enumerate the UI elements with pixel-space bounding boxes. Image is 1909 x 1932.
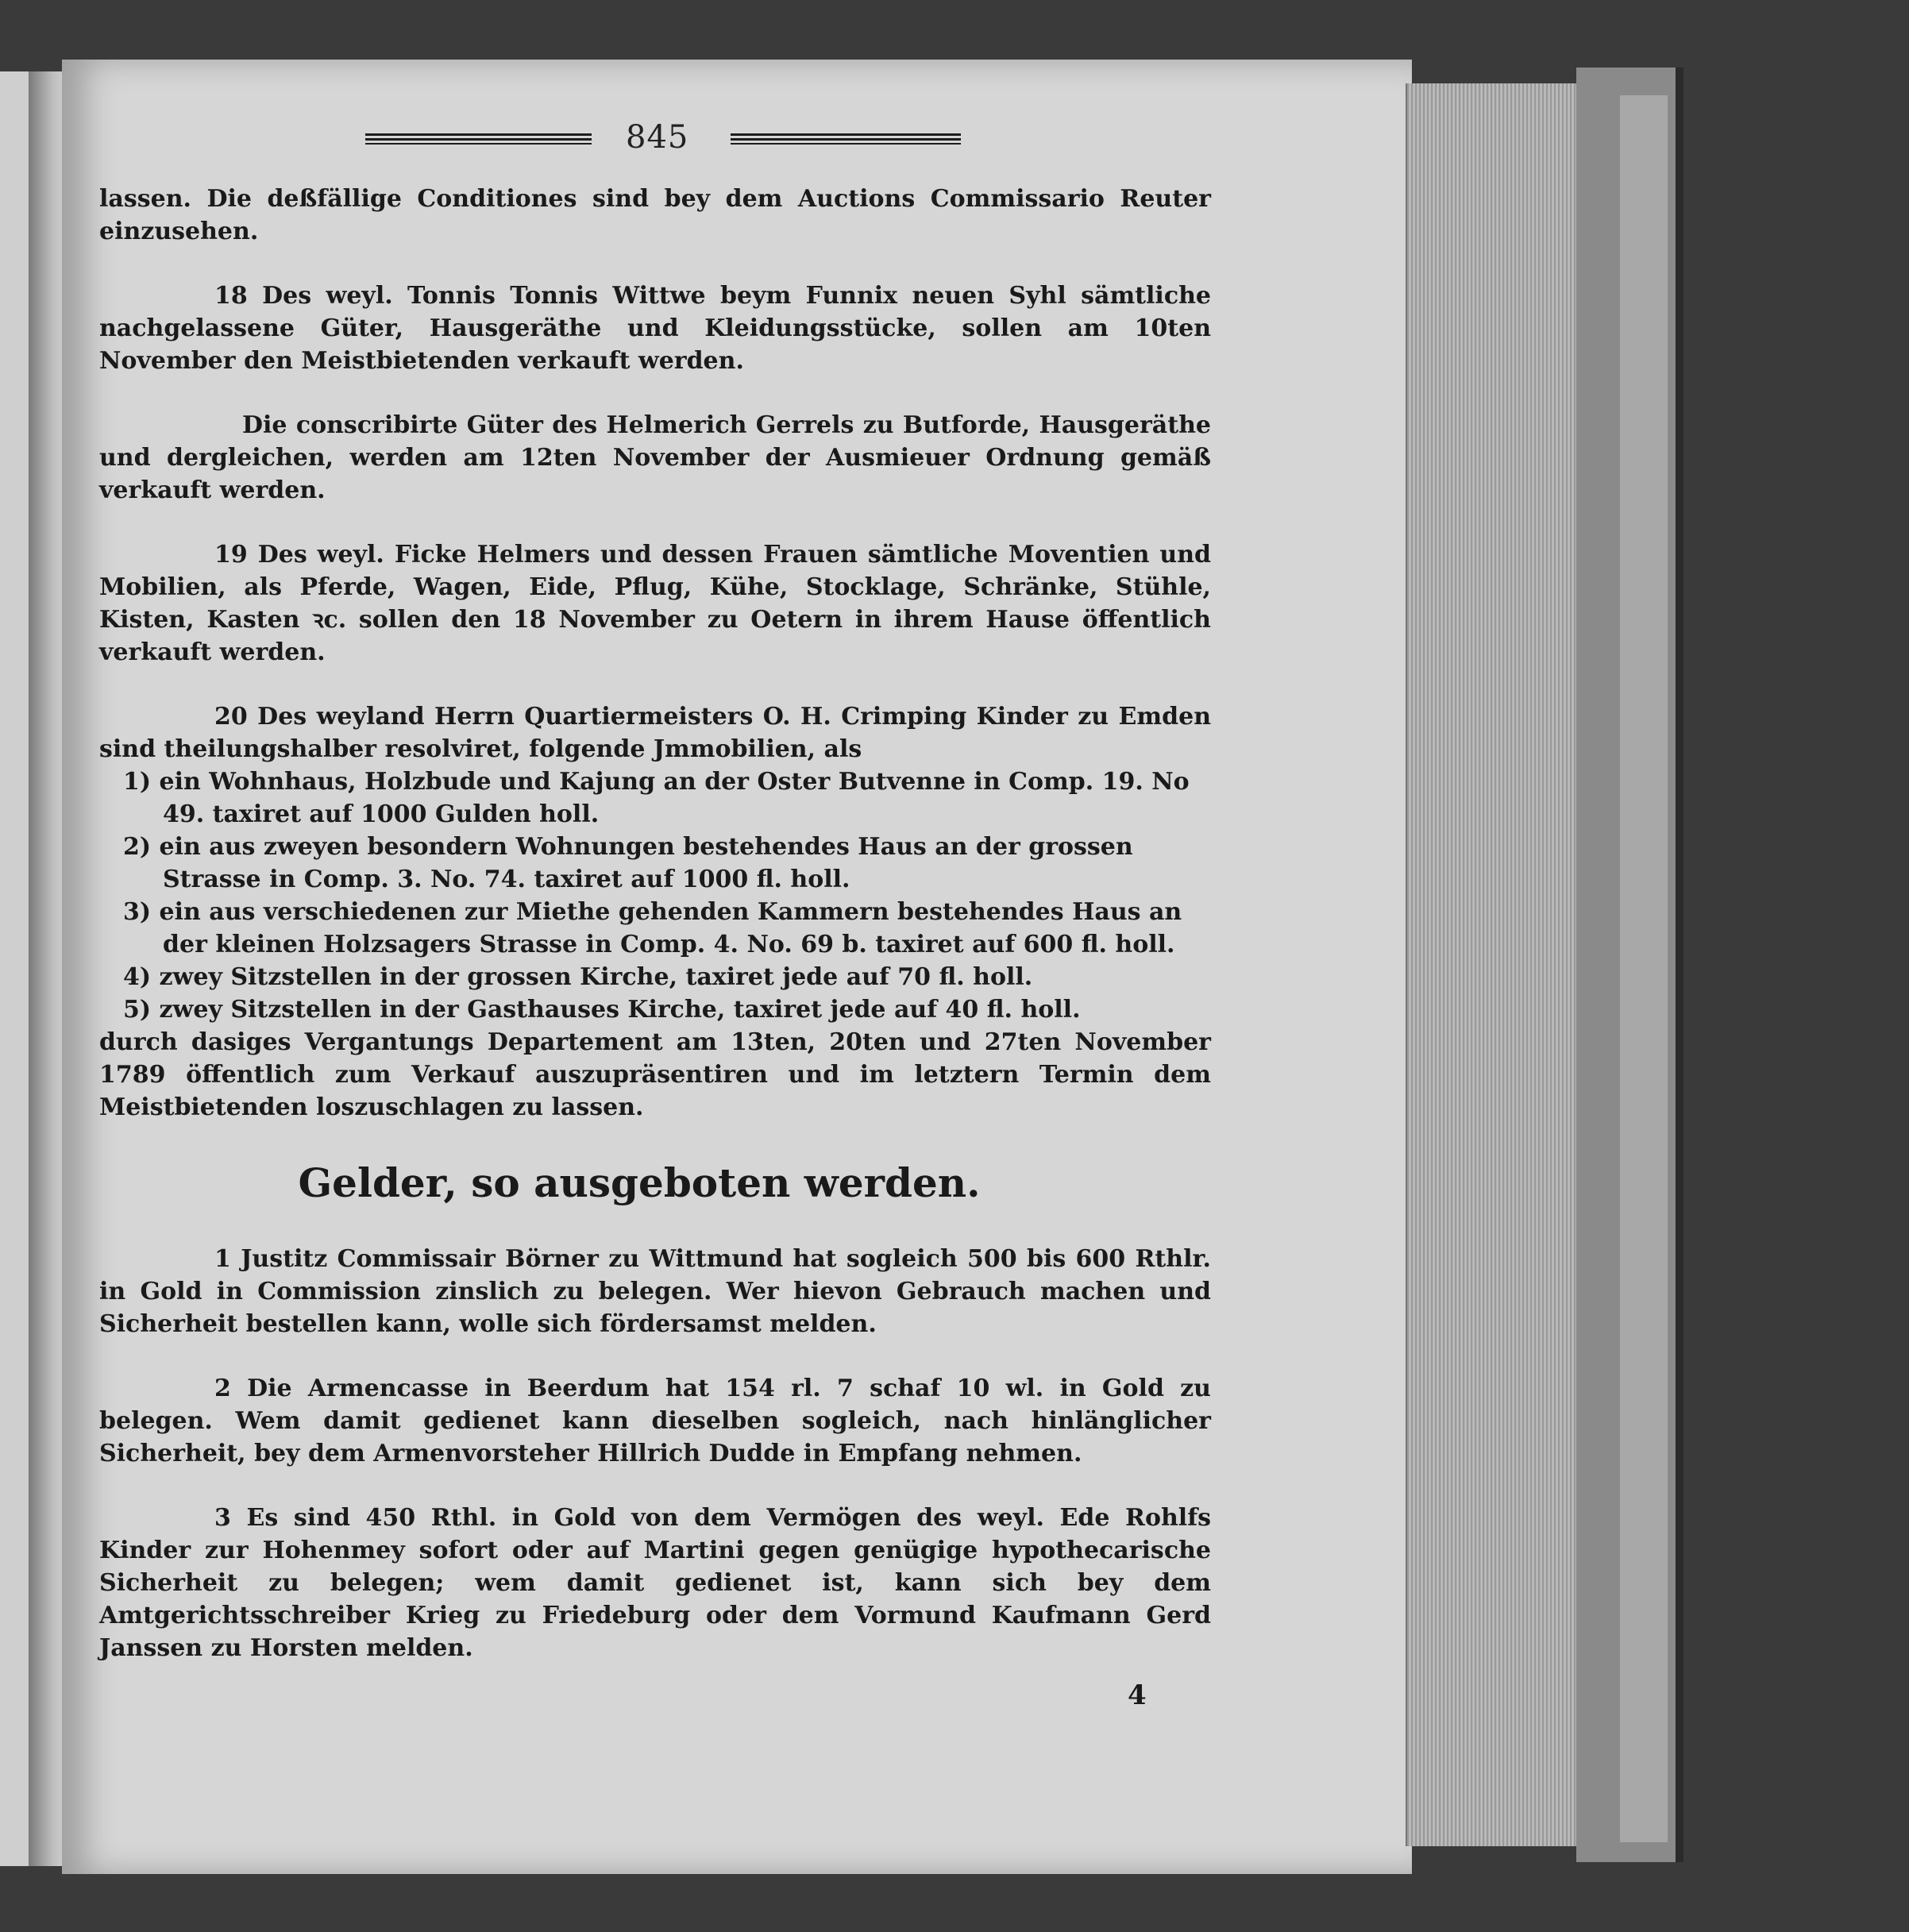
money-item-2: 2 Die Armencasse in Beerdum hat 154 rl. 7 schaf 10 wl. in Gold zu belegen. Wem damit gedienet kann dieselben sogleich, nach hinlänglicher Sicherheit, bey dem Armenvorsteher Hillrich Dudde in Empfang nehmen. [99, 1375, 1211, 1467]
property-list [99, 765, 1211, 1026]
money-item-1: 1 Justitz Commissair Börner zu Wittmund hat sogleich 500 bis 600 Rthlr. in Gold in Commission zinslich zu belegen. Wer hievon Gebrauch machen und Sicherheit bestellen kann, wolle sich fördersamst melden. [99, 1245, 1211, 1338]
section-heading: Gelder, so ausgeboten werden. [298, 1159, 981, 1206]
list-item: 1) ein Wohnhaus, Holzbude und Kajung an der Oster Butvenne in Comp. 19. No 49. taxiret auf 1000 Gulden holl. [123, 768, 1190, 828]
money-item-3: 3 Es sind 450 Rthl. in Gold von dem Vermögen des weyl. Ede Rohlfs Kinder zur Hohenmey sofort oder auf Martini gegen genügige hypothecarische Sicherheit zu belegen; wem damit gedienet ist, kann sich bey dem Amtgerichtsschreiber Krieg zu Friedeburg oder dem Vormund Kaufmann Gerd Janssen zu Horsten melden. [99, 1504, 1211, 1662]
header-rule-right [731, 133, 961, 145]
notice-helmerich: Die conscribirte Güter des Helmerich Gerrels zu Butforde, Hausgeräthe und dergleichen, werden am 12ten November der Ausmieuer Ordnung gemäß verkauft werden. [99, 411, 1211, 504]
page-header [365, 119, 1223, 167]
notice-18: 18 Des weyl. Tonnis Tonnis Wittwe beym Funnix neuen Syhl sämtliche nachgelassene Güter, Hausgeräthe und Kleidungsstücke, sollen am 10ten November den Meistbietenden verkauft werden. [99, 282, 1211, 375]
notice-20: 20 Des weyland Herrn Quartiermeisters O. H. Crimping Kinder zu Emden sind theilungshalber resolviret, folgende Jmmobilien, als [99, 703, 1211, 763]
paragraph-continuation: lassen. Die deßfällige Conditiones sind bey dem Auctions Commissario Reuter einzusehen. [99, 185, 1211, 245]
left-page-edge [0, 71, 33, 1866]
list-item: 5) zwey Sitzstellen in der Gasthauses Kirche, taxiret jede auf 40 fl. holl. [123, 996, 1081, 1024]
list-item: 4) zwey Sitzstellen in der grossen Kirche, taxiret jede auf 70 fl. holl. [123, 963, 1033, 991]
notice-20-closing: durch dasiges Vergantungs Departement am 13ten, 20ten und 27ten November 1789 öffentlich zum Verkauf auszupräsentiren und im letztern Termin dem Meistbietenden loszuschlagen zu lassen. [99, 1028, 1211, 1121]
page-number: 845 [626, 119, 689, 156]
book-cover-shade [1620, 95, 1668, 1842]
page-text [99, 183, 1211, 1696]
header-rule-left [365, 133, 592, 145]
notice-19: 19 Des weyl. Ficke Helmers und dessen Frauen sämtliche Moventien und Mobilien, als Pferde, Wagen, Eide, Pflug, Kühe, Stocklage, Schränke, Stühle, Kisten, Kasten ꝛc. sollen den 18 November zu Oetern in ihrem Hause öffentlich verkauft werden. [99, 541, 1211, 666]
list-item: 2) ein aus zweyen besondern Wohnungen bestehendes Haus an der grossen Strasse in Comp. 3. No. 74. taxiret auf 1000 fl. holl. [123, 833, 1133, 893]
catchword: 4 [1128, 1679, 1147, 1711]
page-edges-stack [1406, 83, 1578, 1846]
list-item: 3) ein aus verschiedenen zur Miethe gehenden Kammern bestehendes Haus an der kleinen Holzsagers Strasse in Comp. 4. No. 69 b. taxiret auf 600 fl. holl. [123, 898, 1182, 958]
